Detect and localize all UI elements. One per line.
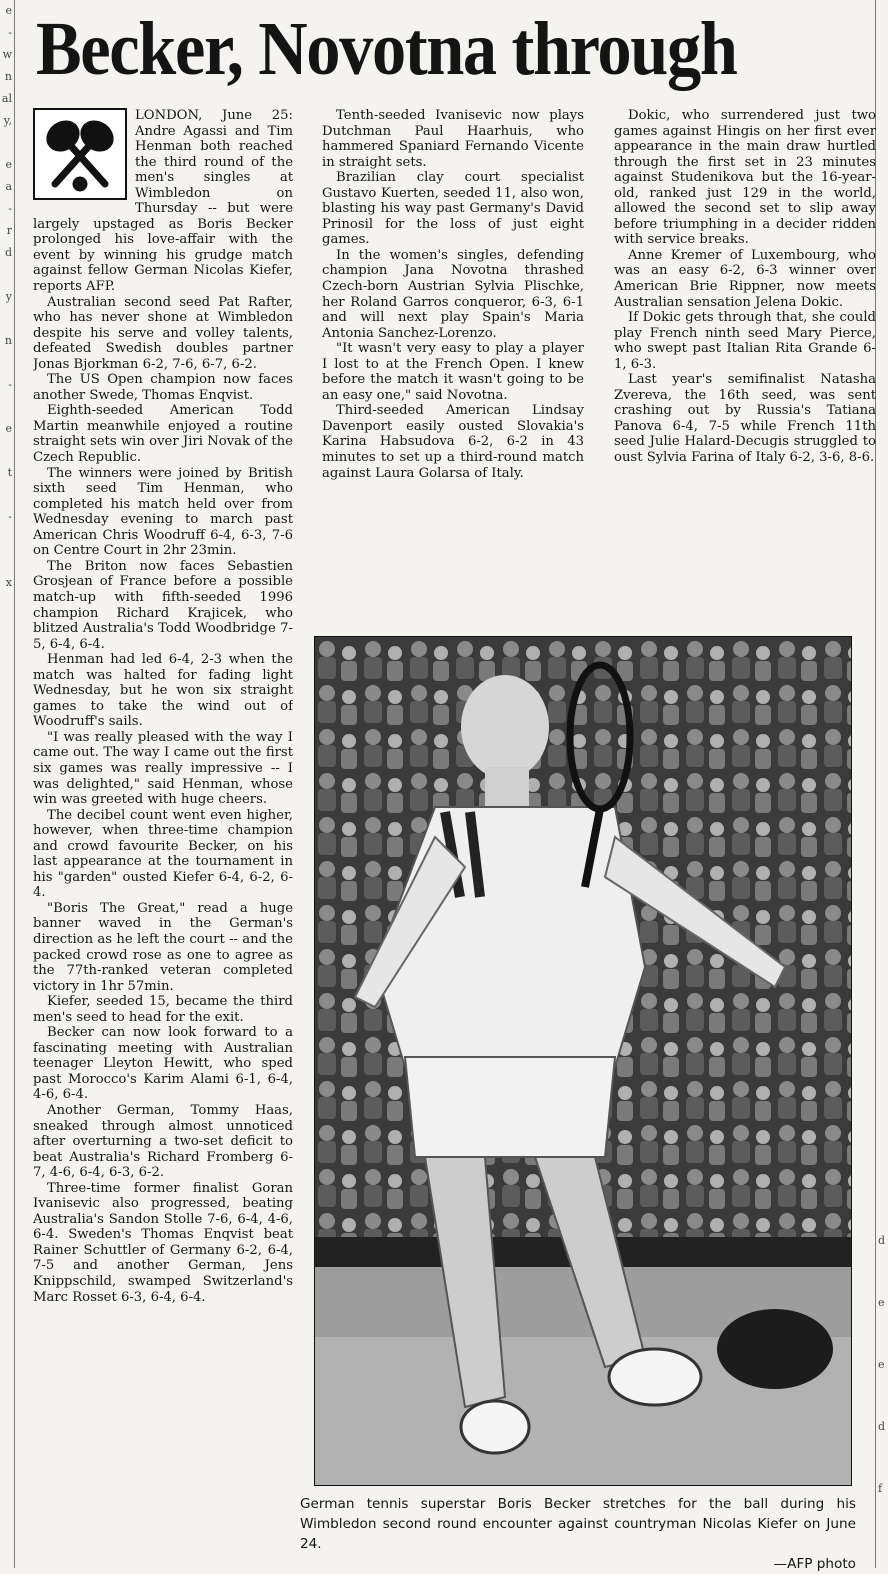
gutter-fragment [0, 396, 14, 418]
article-paragraph: Dokic, who surrendered just two games against Hingis on her first ever appearance in the main draw hurtled through the first set in 23 minutes against Studenikova but the 16-year-old, ranked just 129 in the world, allowed the second set to slip away before triumphing in a decider ridden with service breaks. [614, 108, 876, 248]
article-paragraph: Brazilian clay court specialist Gustavo Kuerten, seeded 11, also won, blasting his way past Germany's David Prinosil for the loss of just eight games. [322, 170, 584, 248]
gutter-fragment [0, 352, 14, 374]
article-paragraph: Australian second seed Pat Rafter, who has never shone at Wimbledon despite his serve and volley talents, defeated Swedish doubles partner Jonas Bjorkman 6-2, 7-6, 6-7, 6-2. [33, 294, 293, 372]
article-paragraph: "It wasn't very easy to play a player I lost to at the French Open. I knew before the match it wasn't going to be an easy one," said Novotna. [322, 341, 584, 403]
gutter-fragment [0, 484, 14, 506]
article-lead: LONDON, June 25: Andre Agassi and Tim Henman both reached the third round of the men's singles at Wimbledon on Thursday -- but were largely upstaged as Boris Becker prolonged his love-affair with the event by winning his grudge match against fellow German Nicolas Kiefer, reports AFP. [33, 108, 293, 295]
gutter-fragment: e [5, 422, 12, 435]
caption-text: German tennis superstar Boris Becker stretches for the ball during his Wimbledon second round encounter against countryman Nicolas Kiefer on June 24. [300, 1496, 856, 1552]
gutter-fragment: e [5, 158, 12, 171]
article-paragraph: Last year's semifinalist Natasha Zvereva, the 16th seed, was sent crashing out by Russia's Tatiana Panova 6-4, 7-5 while French 11th seed Julie Halard-Decugis struggled to oust Sylvia Farina of Italy 6-2, 3-6, 8-6. [614, 372, 876, 466]
article-paragraph: Third-seeded American Lindsay Davenport easily ousted Slovakia's Karina Habsudova 6-2, 6-2 in 43 minutes to set up a third-round match against Laura Golarsa of Italy. [322, 403, 584, 481]
gutter-fragment [0, 264, 14, 286]
article-paragraph: Three-time former finalist Goran Ivanisevic also progressed, beating Australia's Sandon Stolle 7-6, 6-4, 4-6, 6-4. Sweden's Thomas Enqvist beat Rainer Schuttler of Germany 6-2, 6-4, 7-5 and another German, Jens Knippschild, swamped Switzerland's Marc Rosset 6-3, 6-4, 6-4. [33, 1180, 293, 1305]
article-column-2 [322, 108, 584, 628]
tennis-player-photo [315, 637, 851, 1485]
article-paragraph: Tenth-seeded Ivanisevic now plays Dutchman Paul Haarhuis, who hammered Spaniard Fernando Vicente in straight sets. [322, 108, 584, 170]
gutter-fragment: y, [3, 114, 12, 127]
article-headline: Becker, Novotna through [36, 7, 737, 91]
right-page-edge-column [875, 0, 888, 1568]
gutter-fragment [0, 550, 14, 572]
gutter-fragment: - [8, 378, 12, 391]
gutter-fragment: w [2, 48, 12, 61]
gutter-fragment [0, 440, 14, 462]
gutter-fragment: e [878, 1296, 885, 1309]
gutter-fragment: - [8, 202, 12, 215]
tennis-player-photo [314, 636, 852, 1486]
article-paragraph: The decibel count went even higher, however, when three-time champion and crowd favourite Becker, on his last appearance at the tournament in his "garden" ousted Kiefer 6-4, 6-2, 6-4. [33, 807, 293, 901]
gutter-fragment: e [878, 1358, 885, 1371]
gutter-fragment: al [1, 92, 12, 105]
article-paragraph: Anne Kremer of Luxembourg, who was an easy 6-2, 6-3 winner over American Brie Rippner, now meets Australian sensation Jelena Dokic. [614, 247, 876, 310]
article-paragraph: Eighth-seeded American Todd Martin meanwhile enjoyed a routine straight sets win over Jiri Novak of the Czech Republic. [33, 403, 293, 466]
gutter-fragment: t [7, 466, 12, 479]
gutter-fragment [0, 132, 14, 154]
article-paragraph: The Briton now faces Sebastien Grosjean of France before a possible match-up with fifth-seeded 1996 champion Richard Krajicek, who blitzed Australia's Todd Woodbridge 7-5, 6-4, 6-4. [33, 558, 293, 652]
crossed-tennis-rackets-icon [35, 110, 125, 198]
article-column-1 [33, 108, 293, 1570]
gutter-fragment: f [878, 1482, 883, 1495]
gutter-fragment [0, 528, 14, 550]
article-paragraph: Becker can now look forward to a fascinating meeting with Australian teenager Lleyton Hewitt, who sped past Morocco's Karim Alami 6-1, 6-4, 4-6, 6-4. [33, 1025, 293, 1103]
gutter-fragment: - [8, 26, 12, 39]
article-column-3 [614, 108, 876, 628]
crossed-tennis-rackets-icon [33, 108, 127, 200]
article-paragraph: "I was really pleased with the way I came out. The way I came out the first six games was really impressive -- I was delighted," said Henman, whose win was greeted with huge cheers. [33, 729, 293, 808]
article-paragraph: In the women's singles, defending champion Jana Novotna thrashed Czech-born Austrian Sylvia Plischke, her Roland Garros conqueror, 6-3, 6-1 and will next play Spain's Maria Antonia Sanchez-Lorenzo. [322, 247, 584, 341]
article-paragraph: The US Open champion now faces another Swede, Thomas Enqvist. [33, 372, 293, 403]
gutter-fragment [0, 308, 14, 330]
left-page-edge-column [0, 0, 15, 1568]
gutter-fragment: d [4, 246, 12, 259]
gutter-fragment: d [878, 1420, 886, 1433]
article-paragraph: If Dokic gets through that, she could play French ninth seed Mary Pierce, who swept past Italian Rita Grande 6-1, 6-3. [614, 310, 876, 372]
gutter-fragment: a [5, 180, 12, 193]
article-paragraph: Henman had led 6-4, 2-3 when the match was halted for fading light Wednesday, but he won six straight games to take the wind out of Woodruff's sails. [33, 652, 293, 730]
article-paragraph: The winners were joined by British sixth seed Tim Henman, who completed his match held over from Wednesday evening to march past American Chris Woodruff 6-4, 6-3, 7-6 on Centre Court in 2hr 23min. [33, 465, 293, 559]
photo-caption [300, 1494, 856, 1572]
photo-credit: —AFP photo [773, 1556, 856, 1572]
gutter-fragment: n [4, 70, 12, 83]
gutter-fragment: r [6, 224, 12, 237]
article-paragraph: Kiefer, seeded 15, became the third men's seed to head for the exit. [33, 994, 293, 1025]
gutter-fragment: y [5, 290, 12, 303]
gutter-fragment: e [5, 4, 12, 17]
gutter-fragment: x [5, 576, 12, 589]
gutter-fragment: - [8, 510, 12, 523]
gutter-fragment: n [4, 334, 12, 347]
article-paragraph: "Boris The Great," read a huge banner waved in the German's direction as he left the court -- and the packed crowd rose as one to agree as the 77th-ranked veteran completed victory in 1hr 57min. [33, 900, 293, 994]
gutter-fragment: d [878, 1234, 886, 1247]
article-paragraph: Another German, Tommy Haas, sneaked through almost unnoticed after overturning a two-set deficit to beat Australia's Richard Fromberg 6-7, 4-6, 6-4, 6-3, 6-2. [33, 1103, 293, 1181]
